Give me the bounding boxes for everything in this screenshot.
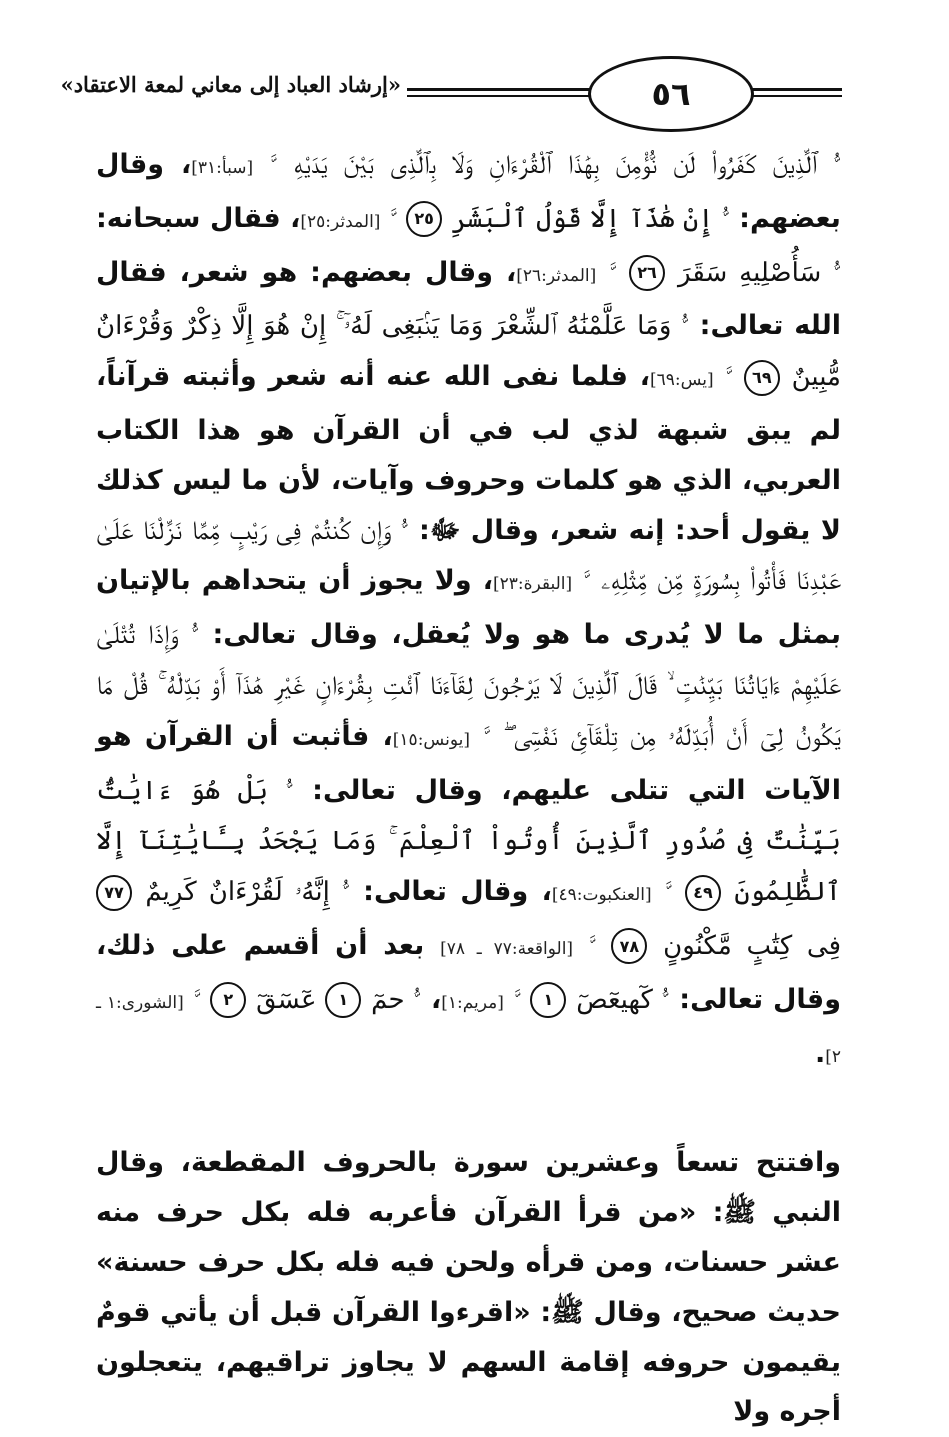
ayah-number-icon: ٧٧ xyxy=(96,875,132,911)
body-text: ، فأثبت أن القرآن هو الآيات التي تتلى عليهم، وقال تعالى: xyxy=(96,720,841,806)
page-body xyxy=(96,140,841,1437)
verse-reference: [العنكبوت:٤٩] xyxy=(551,885,652,906)
quran-quote: ﱡ كٓهيعٓصٓ xyxy=(576,984,670,1015)
page-header xyxy=(60,52,842,128)
verse-reference: [المدثر:٢٦] xyxy=(516,265,597,286)
verse-reference: [المدثر:٢٥] xyxy=(300,211,381,232)
page-number: ٥٦ xyxy=(588,56,754,132)
body-text: ، xyxy=(421,983,442,1015)
ayah-number-icon: ١ xyxy=(325,982,361,1018)
paragraph-1 xyxy=(96,140,841,1082)
body-text: ، وقال بعضهم: xyxy=(96,149,841,234)
verse-reference: [يونس:١٥] xyxy=(392,729,470,750)
quote-close: ﱠ xyxy=(193,984,211,1015)
quran-quote: ﱡ حمٓ xyxy=(371,984,422,1015)
quote-close: ﱠ xyxy=(513,984,531,1015)
quote-close: ﱠ xyxy=(609,257,629,288)
quran-quote: ﱡ وَمَا عَلَّمْنَٰهُ ٱلشِّعْرَ وَمَا يَنۢبَغِى لَهُۥٓ ۚ إِنْ هُوَ إِلَّا ذِكْرٌ وَقُرْءَانٌ مُّبِينٌ xyxy=(96,311,841,393)
body-text: ، وقال تعالى: xyxy=(349,876,552,908)
verse-reference: [يس:٦٩] xyxy=(649,370,714,391)
quran-quote: ﱡ سَأُصْلِيهِ سَقَرَ xyxy=(678,257,841,288)
ayah-number-icon: ٧٨ xyxy=(611,928,647,964)
verse-reference: [البقرة:٢٣] xyxy=(492,574,573,595)
quran-quote: ﱡ بَلْ هُوَ ءَايَٰتٌۢ بَيِّنَٰتٌ فِى صُدُورِ ٱلَّذِينَ أُوتُواْ ٱلْعِلْمَ ۚ وَمَا يَجْحَدُ بِـَٔايَٰتِنَآ إِلَّا ٱلظَّٰلِمُونَ xyxy=(96,775,841,908)
verse-reference: [مريم:١] xyxy=(441,992,504,1013)
body-text: ، فقال سبحانه: xyxy=(96,202,301,234)
quran-quote: ﱡ إِنْ هَٰذَآ إِلَّا قَوْلُ ٱلْبَشَرِ xyxy=(451,203,730,234)
paragraph-2: وافتتح تسعاً وعشرين سورة بالحروف المقطعة، وقال النبي ﷺ: «من قرأ القرآن فأعربه فله بكل حرف منه عشر حسنات، ومن قرأه ولحن فيه فله بكل حرف حسنة» حديث صحيح، وقال ﷺ: «اقرءوا القرآن قبل أن يأتي قومٌ يقيمون حروفه إقامة السهم لا يجاوز تراقيهم، يتعجلون أجره ولا xyxy=(96,1147,841,1428)
quran-quote: ﱡ إِنَّهُۥ لَقُرْءَانٌ كَرِيمٌ xyxy=(145,877,350,908)
verse-reference: [الشورى:١ ـ ٢] xyxy=(96,992,841,1067)
body-text: ، وقال بعضهم: هو شعر، فقال الله تعالى: xyxy=(96,256,841,342)
ayah-number-icon: ٢٥ xyxy=(406,201,442,237)
body-text: . xyxy=(814,1037,826,1069)
ayah-number-icon: ٢٦ xyxy=(629,255,665,291)
ayah-number-icon: ١ xyxy=(530,982,566,1018)
quran-quote: ﱡ ٱلَّذِينَ كَفَرُواْ لَن نُّؤْمِنَ بِهَٰذَا ٱلْقُرْءَانِ وَلَا بِٱلَّذِى بَيْنَ يَدَيْهِ ﱠ xyxy=(270,150,841,180)
verse-reference: [سبأ:٣١] xyxy=(191,158,254,178)
quote-close: ﱠ xyxy=(389,203,407,234)
body-text: بعد أن أقسم على ذلك، وقال تعالى: xyxy=(96,929,841,1015)
quran-quote: ﱡ وَإِذَا تُتْلَىٰ عَلَيْهِمْ ءَايَاتُنَا بَيِّنَٰتٍ ۙ قَالَ ٱلَّذِينَ لَا يَرْجُونَ لِقَآءَنَا ٱئْتِ بِقُرْءَانٍ غَيْرِ هَٰذَآ أَوْ بَدِّلْهُ ۚ قُلْ مَا يَكُونُ لِىٓ أَنْ أُبَدِّلَهُۥ مِن تِلْقَآئِ نَفْسِىٓ ۖ ﱠ xyxy=(96,620,841,752)
quran-quote: ﱡ وَإِن كُنتُمْ فِى رَيْبٍ مِّمَّا نَزَّلْنَا عَلَىٰ عَبْدِنَا فَأْتُواْ بِسُورَةٍ مِّن مِّثْلِهِۦ ﱠ xyxy=(96,515,841,597)
running-title: «إرشاد العباد إلى معاني لمعة الاعتقاد» xyxy=(90,72,407,97)
verse-reference: [الواقعة:٧٧ ـ ٧٨] xyxy=(440,938,574,959)
body-text: ، فلما نفى الله عنه أنه شعر وأثبته قرآناً، لم يبق شبهة لذي لب في أن القرآن هو هذا الكتاب العربي، الذي هو كلمات وحروف وآيات، لأن ما ليس كذلك لا يقول أحد: إنه شعر، وقال ﷻ: xyxy=(96,361,841,546)
body-text: ، ولا يجوز أن يتحداهم بالإتيان بمثل ما لا يُدرى ما هو ولا يُعقل، وقال تعالى: xyxy=(96,565,841,651)
ayah-number-icon: ٦٩ xyxy=(744,360,780,396)
quote-close: ﱠ xyxy=(665,877,685,908)
quote-close: ﱠ xyxy=(725,362,744,393)
ayah-number-icon: ٤٩ xyxy=(685,875,721,911)
quran-quote: عٓسٓقٓ xyxy=(256,984,326,1015)
quote-close: ﱠ xyxy=(588,930,612,961)
ayah-number-icon: ٢ xyxy=(210,982,246,1018)
quran-quote: فِى كِتَٰبٍ مَّكْنُونٍ xyxy=(663,930,842,961)
